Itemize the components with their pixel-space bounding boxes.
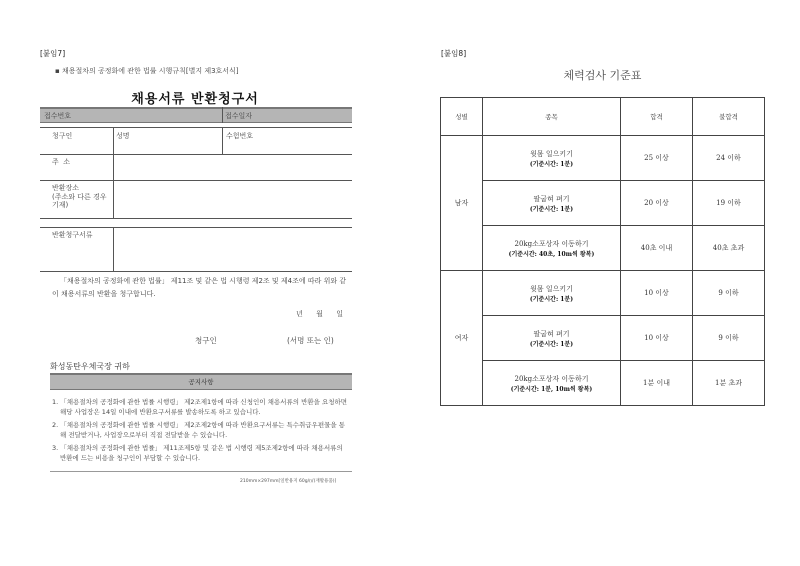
fail-cell: 40초 초과 bbox=[693, 226, 765, 271]
header-gender: 성별 bbox=[441, 98, 483, 136]
address-field[interactable] bbox=[114, 155, 352, 179]
event-cell bbox=[483, 226, 621, 271]
attachment-tag-8: [붙임8] bbox=[441, 49, 467, 58]
applicant-label: 청구인 bbox=[52, 132, 73, 140]
source-note-text: 채용절차의 공정화에 관한 법률 시행규칙[별지 제3호서식] bbox=[61, 67, 239, 75]
notice-item: 2. 「채용절차의 공정화에 관한 법률 시행령」 제2조제2항에 따라 반환요구서류는 특수취급우편물을 통해 전달받거나, 사업장으로부터 직접 전달받을 수 있습니다. bbox=[52, 421, 346, 439]
event-name: 20kg소포상자 이동하기 bbox=[514, 374, 589, 383]
notice-title: 공지사항 bbox=[50, 373, 352, 390]
paper-spec: 210mm×297mm[일반용지 60g/㎡(재활용품)] bbox=[240, 479, 337, 484]
gender-cell: 남자 bbox=[441, 136, 483, 271]
pass-cell: 1분 이내 bbox=[621, 361, 693, 406]
fitness-criteria-table bbox=[440, 97, 765, 406]
event-basis: (기준시간: 1분) bbox=[529, 340, 574, 348]
header-pass: 합격 bbox=[621, 98, 693, 136]
sign-note[interactable]: (서명 또는 인) bbox=[287, 336, 334, 345]
table-row bbox=[441, 226, 765, 271]
event-basis: (기준시간: 1분) bbox=[529, 160, 574, 168]
gender-cell: 여자 bbox=[441, 271, 483, 406]
pass-cell: 20 이상 bbox=[621, 181, 693, 226]
pass-cell: 10 이상 bbox=[621, 316, 693, 361]
fail-cell: 24 이하 bbox=[693, 136, 765, 181]
pass-cell: 40초 이내 bbox=[621, 226, 693, 271]
event-cell bbox=[483, 181, 621, 226]
pass-cell: 10 이상 bbox=[621, 271, 693, 316]
return-place-note: (주소와 다른 경우 기재) bbox=[52, 193, 107, 209]
notice-item: 3. 「채용절차의 공정화에 관한 법률」 제11조제5항 및 같은 법 시행령 제5조제2항에 따라 채용서류의 반환에 드는 비용을 청구인이 부담할 수 있습니다. bbox=[52, 444, 343, 462]
header-fail: 불합격 bbox=[693, 98, 765, 136]
event-cell bbox=[483, 361, 621, 406]
fail-cell: 9 이하 bbox=[693, 316, 765, 361]
pass-cell: 25 이상 bbox=[621, 136, 693, 181]
table-row bbox=[441, 271, 765, 316]
table-row bbox=[441, 136, 765, 181]
notice-list bbox=[52, 397, 350, 463]
statement: 「채용절차의 공정화에 관한 법률」 제11조 및 같은 법 시행령 제2조 및 제4조에 따라 위와 같이 채용서류의 반환을 청구합니다. bbox=[52, 277, 347, 298]
attachment-tag-7: [붙임7] bbox=[40, 49, 66, 58]
fitness-title: 체력검사 기준표 bbox=[563, 69, 642, 82]
event-name: 20kg소포상자 이동하기 bbox=[514, 239, 589, 248]
fail-cell: 1분 초과 bbox=[693, 361, 765, 406]
exam-no-field[interactable]: 수험번호 bbox=[226, 132, 254, 140]
event-name: 윗몸 일으키기 bbox=[530, 149, 573, 158]
table-row bbox=[441, 316, 765, 361]
receipt-no-label: 접수번호 bbox=[44, 112, 72, 120]
name-field[interactable]: 성명 bbox=[116, 132, 130, 140]
event-basis: (기준시간: 1분) bbox=[529, 295, 574, 303]
date-line: 년 월 일 bbox=[296, 310, 343, 318]
event-name: 윗몸 일으키기 bbox=[530, 284, 573, 293]
source-note: ▪ 채용절차의 공정화에 관한 법률 시행규칙[별지 제3호서식] bbox=[55, 67, 239, 75]
event-basis: (기준시간: 40초, 10m씩 왕복) bbox=[508, 250, 595, 258]
fail-cell: 9 이하 bbox=[693, 271, 765, 316]
event-basis: (기준시간: 1분, 10m씩 왕복) bbox=[510, 385, 593, 393]
event-cell bbox=[483, 136, 621, 181]
table-row bbox=[441, 181, 765, 226]
form-title: 채용서류 반환청구서 bbox=[131, 92, 259, 107]
address-label: 주 소 bbox=[52, 158, 70, 166]
return-docs-label: 반환청구서류 bbox=[52, 231, 93, 239]
table-header-row bbox=[441, 98, 765, 136]
receipt-date-label: 접수일자 bbox=[225, 112, 253, 120]
event-cell bbox=[483, 271, 621, 316]
fail-cell: 19 이하 bbox=[693, 181, 765, 226]
return-docs-field[interactable] bbox=[114, 228, 352, 270]
return-place-label: 반환장소 bbox=[52, 184, 80, 192]
event-basis: (기준시간: 1분) bbox=[529, 205, 574, 213]
receipt-bar bbox=[40, 107, 352, 123]
event-name: 팔굽혀 펴기 bbox=[533, 194, 570, 203]
signer-label: 청구인 bbox=[195, 336, 217, 345]
event-name: 팔굽혀 펴기 bbox=[533, 329, 570, 338]
notice-item: 1. 「채용절차의 공정화에 관한 법률 시행령」 제2조제1항에 따라 신청인이 채용서류의 반환을 요청하면 해당 사업장은 14일 이내에 반환요구서류를 발송하도록 하고 있습니다. bbox=[52, 398, 348, 416]
return-place-field[interactable] bbox=[114, 181, 352, 218]
addressee: 화성동탄우체국장 귀하 bbox=[50, 362, 130, 371]
table-row bbox=[441, 361, 765, 406]
event-cell bbox=[483, 316, 621, 361]
header-event: 종목 bbox=[483, 98, 621, 136]
